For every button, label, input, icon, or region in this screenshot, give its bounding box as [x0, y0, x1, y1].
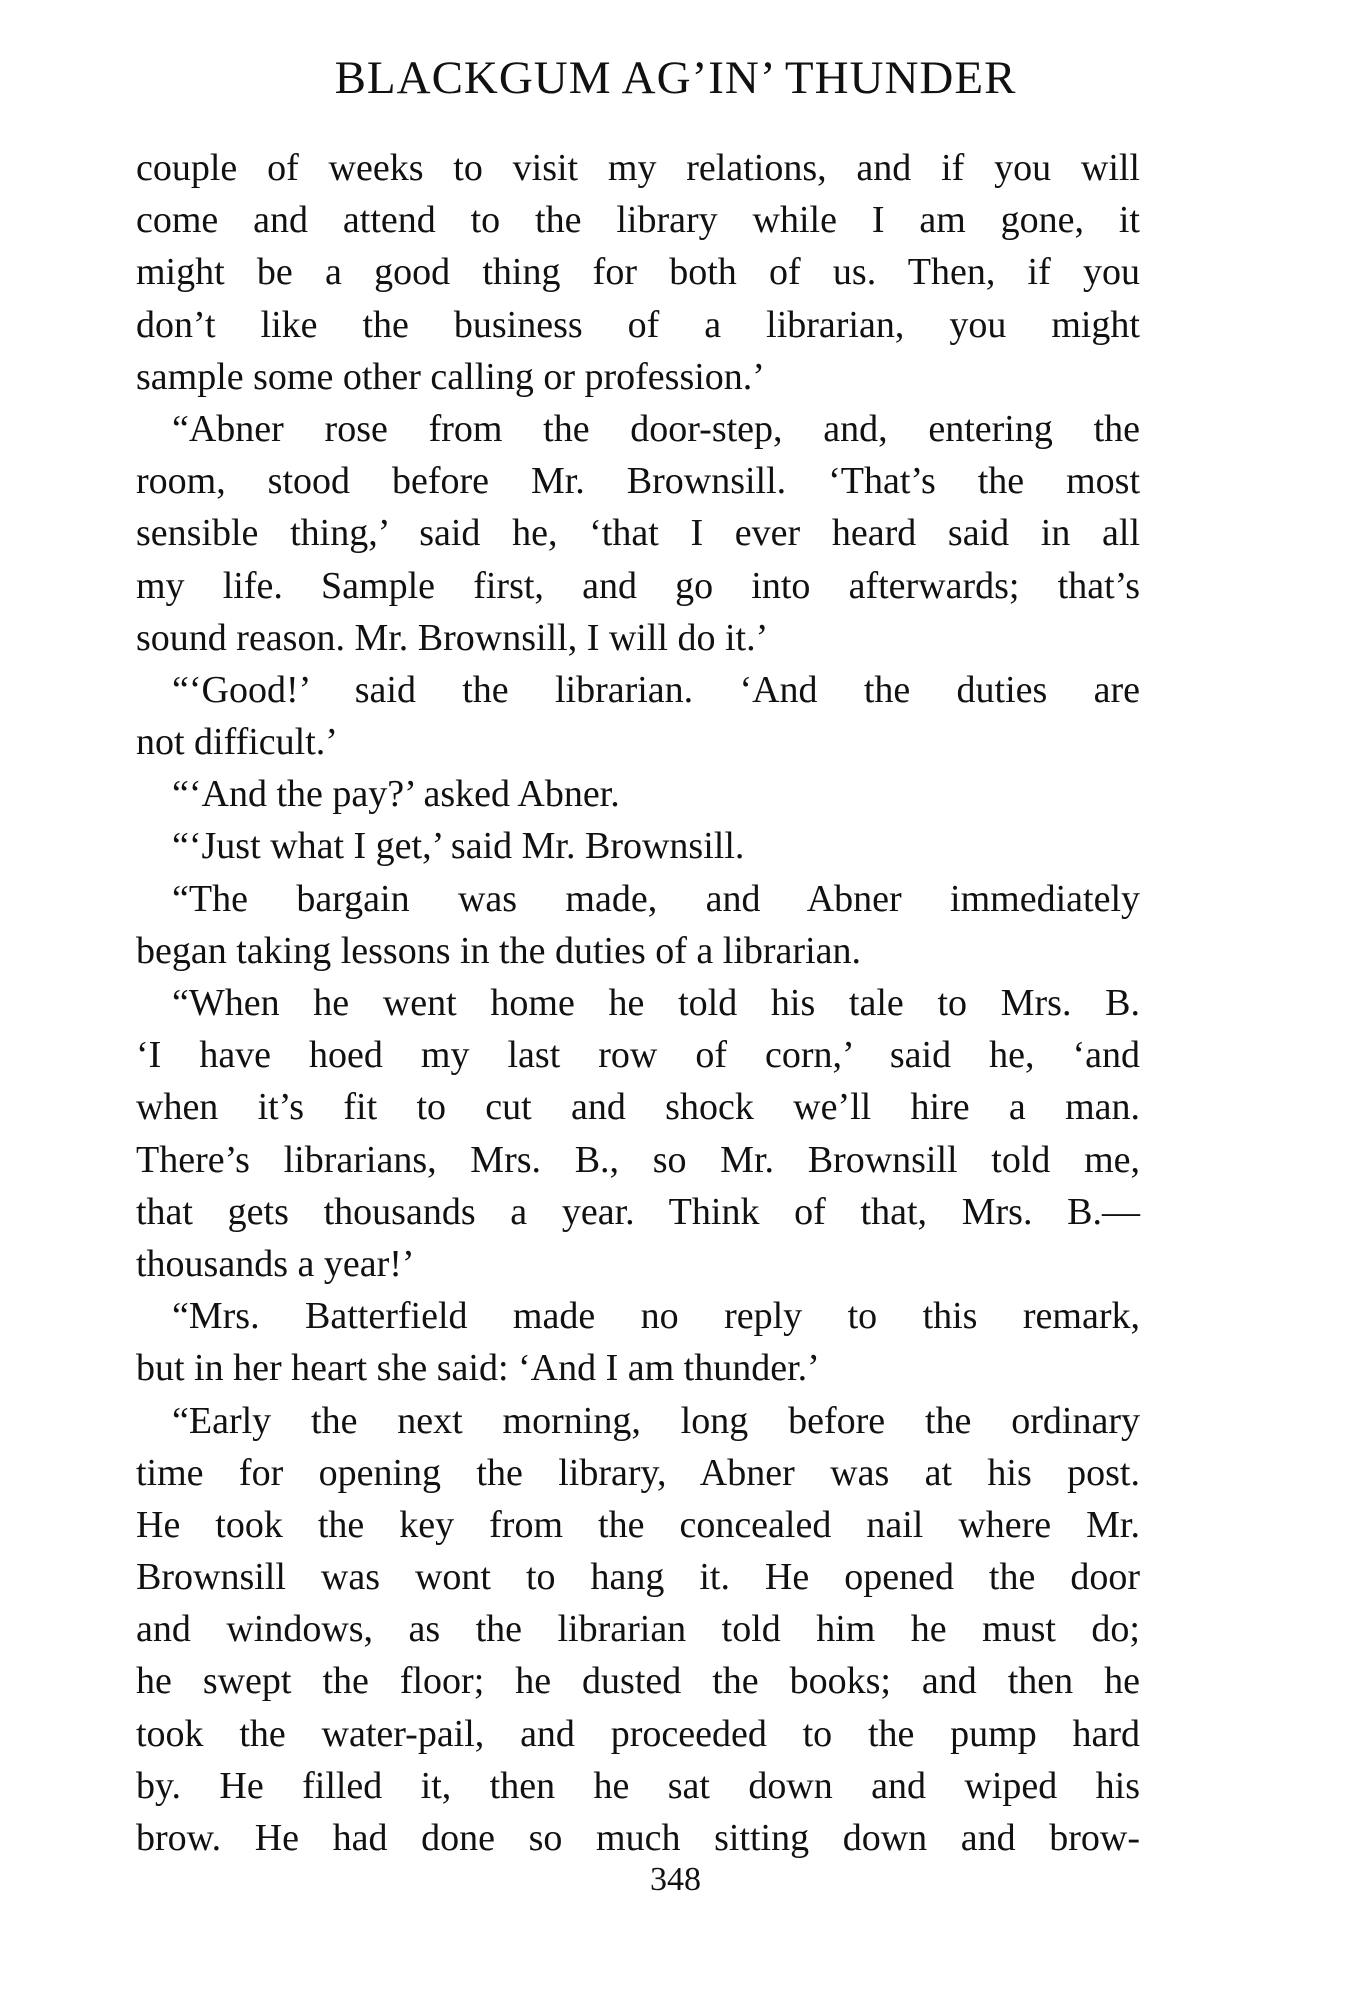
text-line: sensible thing,’ said he, ‘that I ever heard said in all	[136, 512, 1140, 555]
text-line: come and attend to the library while I am gone, it	[136, 199, 1140, 242]
text-line: don’t like the business of a librarian, you might	[136, 303, 1140, 346]
paragraph-first-line: “When he went home he told his tale to Mrs. B.	[172, 982, 1140, 1024]
text-line: took the water-pail, and proceeded to the pump hard	[136, 1712, 1140, 1755]
text-line: but in her heart she said: ‘And I am thunder.’	[136, 1347, 820, 1390]
running-title: BLACKGUM AG’IN’ THUNDER	[334, 52, 1017, 104]
text-line: that gets thousands a year. Think of that, Mrs. B.—	[136, 1190, 1140, 1233]
text-line: thousands a year!’	[136, 1242, 415, 1285]
body-text	[136, 142, 1140, 1864]
text-line: and windows, as the librarian told him he must do;	[136, 1608, 1140, 1651]
text-line: not difficult.’	[136, 721, 338, 764]
text-line: began taking lessons in the duties of a librarian.	[136, 929, 861, 972]
page-number: 348	[650, 1861, 701, 1898]
paragraph-first-line: “‘And the pay?’ asked Abner.	[172, 773, 620, 816]
text-line: He took the key from the concealed nail where Mr.	[136, 1503, 1140, 1546]
paragraph-first-line: “Abner rose from the door-step, and, entering the	[172, 407, 1140, 450]
text-line: by. He filled it, then he sat down and wiped his	[136, 1764, 1140, 1807]
paragraph-first-line: “The bargain was made, and Abner immediately	[172, 877, 1140, 920]
paragraph-first-line: “‘Good!’ said the librarian. ‘And the duties are	[172, 668, 1140, 711]
text-line: ‘I have hoed my last row of corn,’ said he, ‘and	[136, 1034, 1140, 1077]
text-line: couple of weeks to visit my relations, and if you will	[136, 147, 1140, 189]
text-line: time for opening the library, Abner was at his post.	[136, 1451, 1140, 1494]
paragraph-first-line: “Mrs. Batterfield made no reply to this remark,	[172, 1295, 1140, 1338]
paragraph-first-line: “Early the next morning, long before the ordinary	[172, 1399, 1140, 1442]
paragraph-first-line: “‘Just what I get,’ said Mr. Brownsill.	[172, 825, 745, 868]
text-line: might be a good thing for both of us. Then, if you	[136, 251, 1140, 294]
text-line: when it’s fit to cut and shock we’ll hire a man.	[136, 1086, 1140, 1129]
text-line: my life. Sample first, and go into afterwards; that’s	[136, 564, 1140, 607]
text-line: brow. He had done so much sitting down and brow-	[136, 1817, 1140, 1859]
text-line: sound reason. Mr. Brownsill, I will do it.’	[136, 616, 769, 659]
text-line: Brownsill was wont to hang it. He opened the door	[136, 1556, 1140, 1599]
text-line: room, stood before Mr. Brownsill. ‘That’s the most	[136, 460, 1140, 503]
text-line: There’s librarians, Mrs. B., so Mr. Brownsill told me,	[136, 1138, 1140, 1181]
text-line: sample some other calling or profession.’	[136, 355, 765, 398]
text-line: he swept the floor; he dusted the books; and then he	[136, 1660, 1140, 1703]
